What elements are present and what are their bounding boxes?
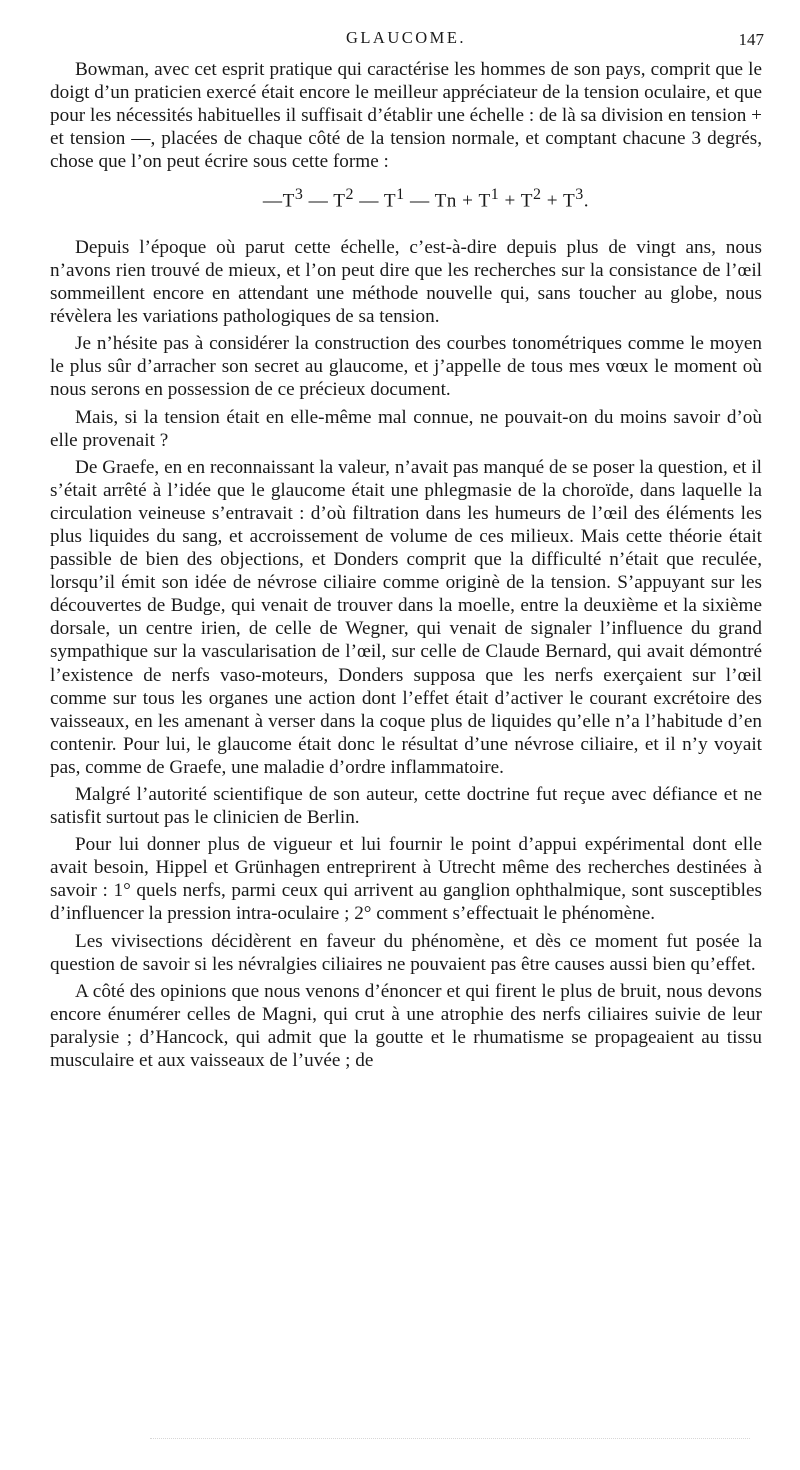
paragraph-a-cote: A côté des opinions que nous venons d’énoncer et qui firent le plus de bruit, nous devons encore énumérer celles de Magni, qui crut à une atrophie des nerfs ciliaires suivie de leur paralysie ; d’Hancock, qui admit que la goutte et le rhumatisme se propageaient au tissu musculaire et aux vaisseaux de l’uvée ; de: [50, 980, 762, 1072]
paragraph-mais: Mais, si la tension était en elle-même mal connue, ne pouvait-on du moins savoir d’où elle provenait ?: [50, 406, 762, 451]
paragraph-bowman: Bowman, avec cet esprit pratique qui caractérise les hommes de son pays, comprit que le doigt d’un praticien exercé était encore le meilleur appréciateur de la tension oculaire, et que pour les nécessités habituelles il suffisait d’établir une échelle : de là sa division en tension + et tension —, placées de chaque côté de la tension normale, et comptant chacune 3 degrés, chose que l’on peut écrire sous cette forme :: [50, 59, 762, 173]
running-head: [50, 26, 762, 58]
paragraph-je-nhesite: Je n’hésite pas à considérer la construction des courbes tonométriques comme le moyen le plus sûr d’arracher son secret au glaucome, et j’appelle de tous mes vœux le moment où nous serons en possession de ce précieux document.: [50, 333, 762, 401]
page: [50, 26, 762, 1076]
paragraph-de-graefe: De Graefe, en en reconnaissant la valeur, n’avait pas manqué de se poser la question, et il s’était arrêté à l’idée que le glaucome était une phlegmasie de la choroïde, dans laquelle la circulation veineuse s’entravait : d’où filtration dans les humeurs de l’œil des éléments les plus liquides du sang, et accroissement de volume de ces milieux. Mais cette théorie était passible de bien des objections, et Donders comprit que la difficulté n’était que reculée, lorsqu’il émit son idée de névrose ciliaire comme originè de la tension. S’appuyant sur les découvertes de Budge, qui venait de trouver dans la moelle, entre la deuxième et la sixième dorsale, un centre irien, de celle de Wegner, qui venait de signaler l’influence du grand sympathique sur la vascularisation de l’œil, sur celle de Claude Bernard, qui avait démontré l’existence de nerfs vaso-moteurs, Donders supposa que les nerfs exerçaient sur l’œil comme sur tous les organes une action dont l’effet était d’activer le courant excrétoire des vaisseaux, en les amenant à verser dans la coque plus de liquides qu’elle n’a l’habitude d’en contenir. Pour lui, le glaucome était donc le résultat d’une névrose ciliaire, et il n’y voyait pas, comme de Graefe, une maladie d’ordre inflammatoire.: [50, 456, 762, 778]
paragraph-pour-lui: Pour lui donner plus de vigueur et lui fournir le point d’appui expérimental dont elle avait besoin, Hippel et Grünhagen entreprirent à Utrecht même des recherches destinées à savoir : 1° quels nerfs, parmi ceux qui arrivent au ganglion ophthalmique, sont susceptibles d’influencer la pression intra-oculaire ; 2° comment s’effectuait le phénomène.: [50, 834, 762, 925]
paragraph-malgre: Malgré l’autorité scientifique de son auteur, cette doctrine fut reçue avec défiance et ne satisfit surtout pas le clinicien de Berlin.: [50, 784, 762, 829]
tension-scale-formula: $—T^3$ — $T^2$ — $T^1$ — $Tn + T^1 + T^2 + T^3$.: [262, 186, 590, 212]
paragraph-vivisections: Les vivisections décidèrent en faveur du phénomène, et dès ce moment fut posée la question de savoir si les névralgies ciliaires ne pouvaient pas être causes aussi bien qu’effet.: [50, 930, 762, 975]
paragraph-depuis: Depuis l’époque où parut cette échelle, c’est-à-dire depuis plus de vingt ans, nous n’avons rien trouvé de mieux, et l’on peut dire que les recherches sur la consistance de l’œil sommeillent encore en attendant une méthode nouvelle qui, sans toucher au globe, nous révèlera les variations pathologiques de sa tension.: [50, 236, 762, 328]
page-number: 147: [738, 30, 764, 49]
running-title: GLAUCOME.: [345, 28, 467, 47]
footer-scan-marks: [150, 1432, 750, 1439]
